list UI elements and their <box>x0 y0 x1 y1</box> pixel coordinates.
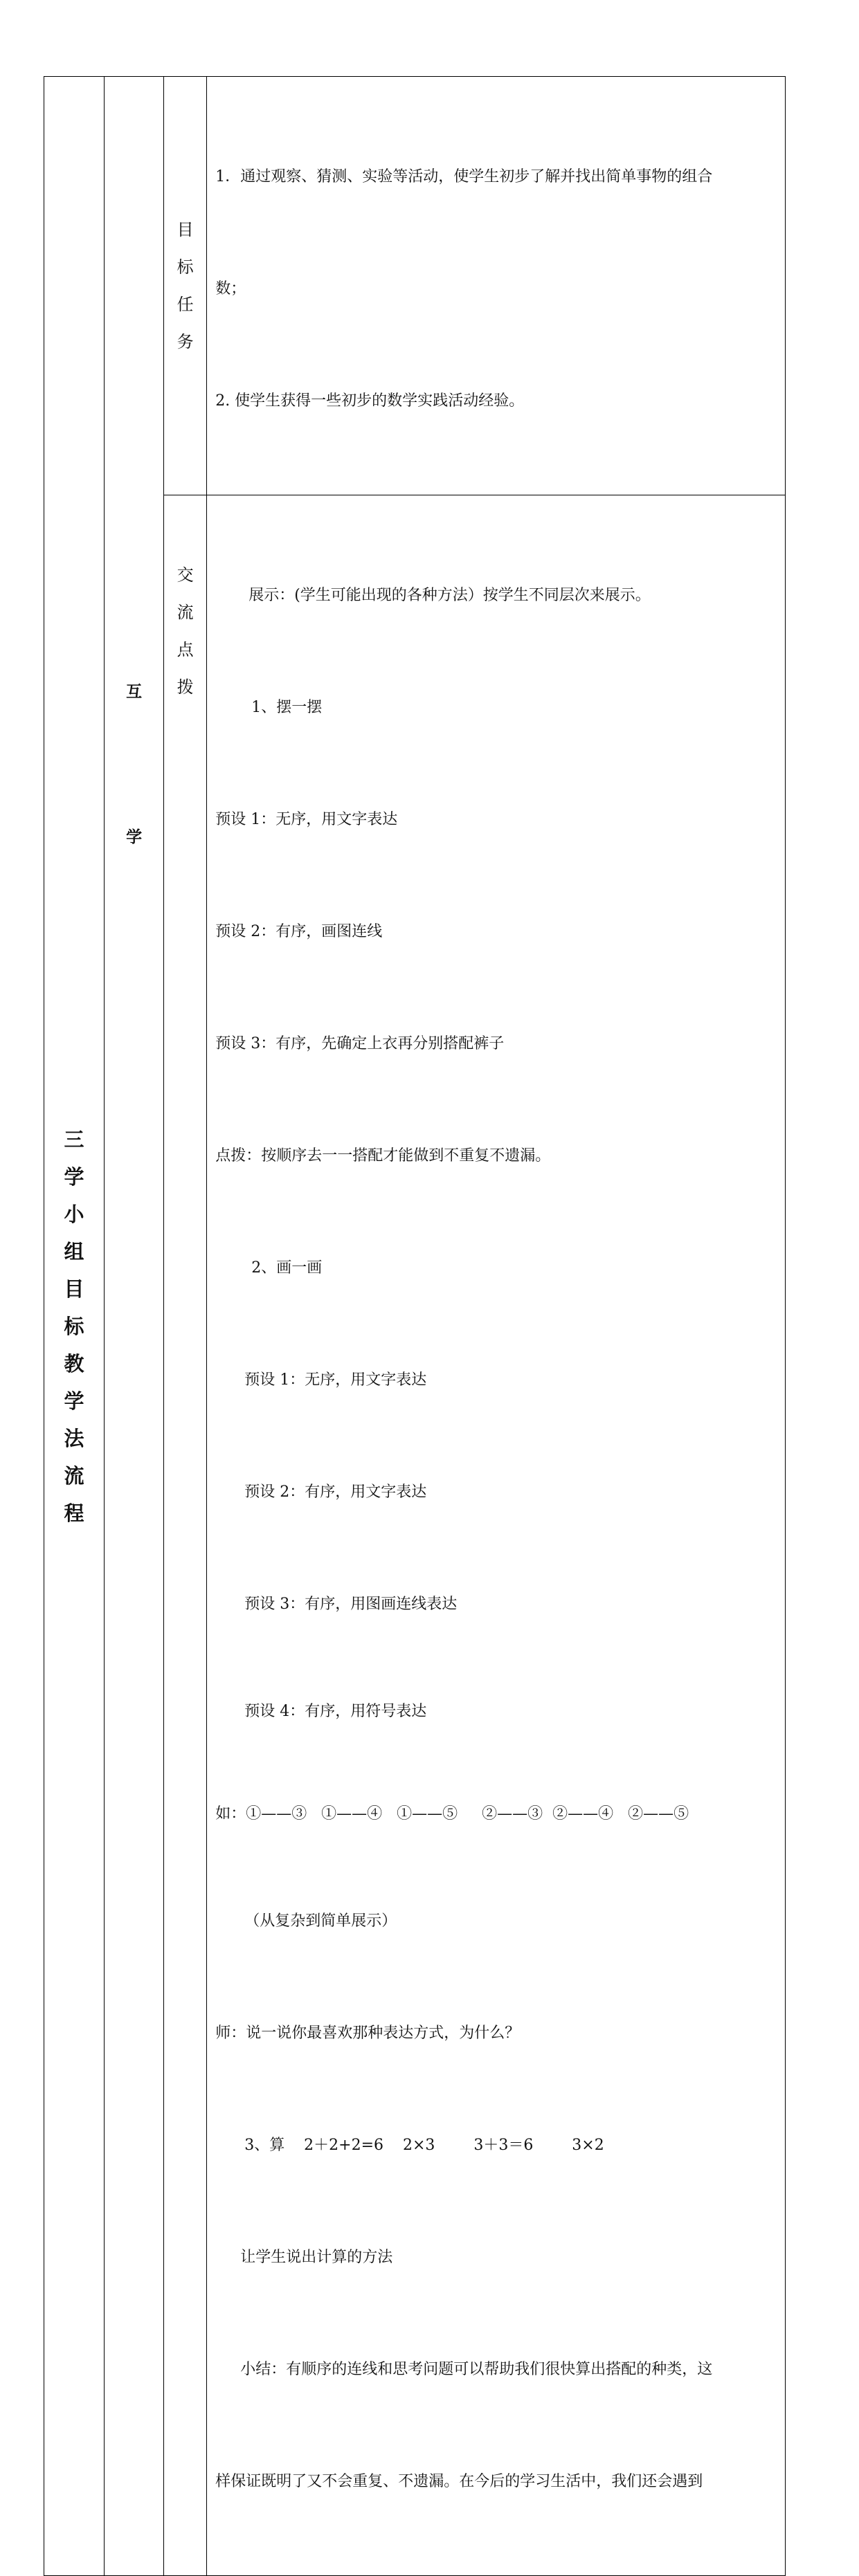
goal-label <box>164 211 206 360</box>
outer-label-char: 学 <box>64 1389 84 1413</box>
exchange-line: 3、算 2＋2+2=6 2×3 3＋3＝6 3×2 <box>244 2137 604 2154</box>
hu-xue-cell <box>105 77 164 2576</box>
exchange-content-cell <box>207 495 786 2576</box>
exchange-line: 预设 2：有序，用文字表达 <box>244 1483 427 1501</box>
lesson-plan-table <box>44 76 786 2576</box>
goal-label-char: 任 <box>177 295 194 314</box>
exchange-line: 预设 1：无序，用文字表达 <box>244 1371 427 1389</box>
goal-label-char: 务 <box>177 332 194 351</box>
goal-label-cell <box>164 77 207 495</box>
exchange-label-char: 流 <box>177 603 194 622</box>
hu-xue-char: 互 <box>126 683 143 701</box>
exchange-label-char: 拨 <box>177 677 194 697</box>
outer-label-char: 程 <box>64 1501 84 1525</box>
exchange-line: 如：①——③ ①——④ ①——⑤ ②——③ ②——④ ②——⑤ <box>215 1805 689 1823</box>
exchange-line: 展示：(学生可能出现的各种方法）按学生不同层次来展示。 <box>248 587 651 604</box>
goal-line: 2. 使学生获得一些初步的数学实践活动经验。 <box>215 392 525 410</box>
exchange-label <box>164 556 206 706</box>
exchange-line: 1、摆一摆 <box>251 699 323 716</box>
outer-label-cell <box>44 77 105 2576</box>
outer-label-char: 组 <box>64 1239 84 1263</box>
exchange-line: 让学生说出计算的方法 <box>240 2249 393 2266</box>
exchange-line: 预设 2：有序，画图连线 <box>215 923 383 940</box>
exchange-line: 预设 3：有序，用图画连线表达 <box>244 1596 458 1613</box>
goal-content-cell <box>207 77 786 495</box>
goal-label-char: 目 <box>177 220 194 239</box>
outer-label-char: 流 <box>64 1463 84 1488</box>
goal-row <box>44 77 786 495</box>
exchange-line: 2、画一画 <box>251 1259 323 1277</box>
outer-label-char: 学 <box>64 1164 84 1189</box>
exchange-label-cell <box>164 495 207 2576</box>
goal-line: 1．通过观察、猜测、实验等活动，使学生初步了解并找出简单事物的组合 <box>215 168 713 185</box>
outer-label-char: 三 <box>64 1127 84 1151</box>
outer-label <box>44 1121 104 1532</box>
exchange-line: 小结：有顺序的连线和思考问题可以帮助我们很快算出搭配的种类，这 <box>240 2361 713 2378</box>
goal-label-char: 标 <box>177 257 194 277</box>
goal-line: 数； <box>215 280 246 298</box>
exchange-line: 预设 3：有序，先确定上衣再分别搭配裤子 <box>215 1035 505 1052</box>
exchange-line: （从复杂到简单展示） <box>244 1912 397 1930</box>
exchange-content <box>207 495 785 2575</box>
outer-label-char: 小 <box>64 1202 84 1226</box>
hu-xue-char: 学 <box>126 828 143 846</box>
exchange-line: 预设 1：无序，用文字表达 <box>215 811 398 828</box>
outer-label-char: 目 <box>64 1277 84 1301</box>
exchange-line: 样保证既明了又不会重复、不遗漏。在今后的学习生活中，我们还会遇到 <box>215 2473 703 2490</box>
exchange-line: 师：说一说你最喜欢那种表达方式，为什么？ <box>215 2025 521 2042</box>
outer-label-char: 教 <box>64 1351 84 1376</box>
outer-label-char: 法 <box>64 1426 84 1450</box>
exchange-label-char: 交 <box>177 565 194 585</box>
exchange-line: 预设 4：有序，用符号表达 <box>244 1703 427 1720</box>
exchange-label-char: 点 <box>177 640 194 659</box>
goal-content <box>207 77 785 495</box>
outer-label-char: 标 <box>64 1314 84 1338</box>
exchange-line: 点拨：按顺序去一一搭配才能做到不重复不遗漏。 <box>215 1147 551 1164</box>
